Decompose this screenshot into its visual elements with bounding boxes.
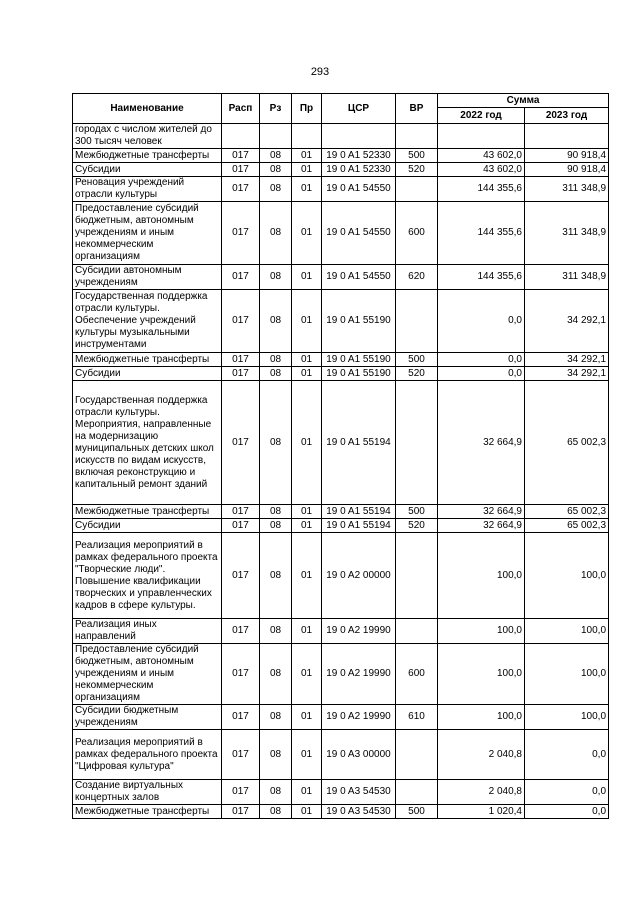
row-rz: 08 bbox=[260, 290, 292, 353]
row-csr: 19 0 A1 54550 bbox=[322, 265, 396, 290]
row-rz: 08 bbox=[260, 780, 292, 805]
row-vr: 500 bbox=[396, 149, 438, 163]
row-vr: 500 bbox=[396, 505, 438, 519]
row-csr: 19 0 A3 00000 bbox=[322, 730, 396, 780]
row-sum-2023: 34 292,1 bbox=[525, 290, 609, 353]
row-rasp: 017 bbox=[222, 705, 260, 730]
row-name: Субсидии bbox=[73, 367, 222, 381]
row-sum-2022: 0,0 bbox=[438, 290, 525, 353]
row-sum-2023: 34 292,1 bbox=[525, 353, 609, 367]
table-row bbox=[73, 367, 609, 381]
row-name: Субсидии bbox=[73, 519, 222, 533]
row-rasp: 017 bbox=[222, 290, 260, 353]
row-rz: 08 bbox=[260, 730, 292, 780]
table-row bbox=[73, 353, 609, 367]
row-csr: 19 0 A2 19990 bbox=[322, 619, 396, 644]
row-pr: 01 bbox=[292, 705, 322, 730]
row-pr: 01 bbox=[292, 353, 322, 367]
row-rz: 08 bbox=[260, 353, 292, 367]
row-rasp: 017 bbox=[222, 505, 260, 519]
row-sum-2023: 90 918,4 bbox=[525, 163, 609, 177]
row-vr: 520 bbox=[396, 519, 438, 533]
row-vr: 520 bbox=[396, 367, 438, 381]
header-vr: ВР bbox=[396, 94, 438, 124]
row-vr: 610 bbox=[396, 705, 438, 730]
row-name: Межбюджетные трансферты bbox=[73, 353, 222, 367]
row-pr: 01 bbox=[292, 290, 322, 353]
row-rasp: 017 bbox=[222, 367, 260, 381]
row-name: Реализация иных направлений bbox=[73, 619, 222, 644]
row-sum-2022: 100,0 bbox=[438, 619, 525, 644]
row-rasp bbox=[222, 124, 260, 149]
row-sum-2023: 65 002,3 bbox=[525, 381, 609, 505]
row-rasp: 017 bbox=[222, 381, 260, 505]
row-sum-2023: 311 348,9 bbox=[525, 177, 609, 202]
row-pr: 01 bbox=[292, 149, 322, 163]
page-number: 293 bbox=[310, 66, 330, 78]
row-rasp: 017 bbox=[222, 163, 260, 177]
row-sum-2023: 100,0 bbox=[525, 644, 609, 705]
row-pr: 01 bbox=[292, 505, 322, 519]
row-csr: 19 0 A3 54530 bbox=[322, 780, 396, 805]
row-rz: 08 bbox=[260, 177, 292, 202]
row-pr bbox=[292, 124, 322, 149]
row-rasp: 017 bbox=[222, 805, 260, 819]
row-vr bbox=[396, 533, 438, 619]
row-csr: 19 0 A1 52330 bbox=[322, 149, 396, 163]
row-name: Реновация учреждений отрасли культуры bbox=[73, 177, 222, 202]
row-sum-2022: 0,0 bbox=[438, 367, 525, 381]
row-rasp: 017 bbox=[222, 644, 260, 705]
table-row bbox=[73, 730, 609, 780]
table-row bbox=[73, 177, 609, 202]
table-row bbox=[73, 505, 609, 519]
table-row bbox=[73, 265, 609, 290]
row-sum-2022: 144 355,6 bbox=[438, 265, 525, 290]
row-pr: 01 bbox=[292, 367, 322, 381]
row-sum-2022: 100,0 bbox=[438, 644, 525, 705]
row-csr: 19 0 A2 00000 bbox=[322, 533, 396, 619]
row-rasp: 017 bbox=[222, 353, 260, 367]
row-name: Субсидии автономным учреждениям bbox=[73, 265, 222, 290]
row-sum-2022: 32 664,9 bbox=[438, 381, 525, 505]
row-sum-2023: 311 348,9 bbox=[525, 202, 609, 265]
header-csr: ЦСР bbox=[322, 94, 396, 124]
row-sum-2023 bbox=[525, 124, 609, 149]
row-vr: 600 bbox=[396, 202, 438, 265]
row-sum-2023: 100,0 bbox=[525, 705, 609, 730]
row-rz: 08 bbox=[260, 505, 292, 519]
row-sum-2023: 0,0 bbox=[525, 805, 609, 819]
row-sum-2023: 65 002,3 bbox=[525, 519, 609, 533]
table-row bbox=[73, 519, 609, 533]
row-csr: 19 0 A1 55194 bbox=[322, 381, 396, 505]
table-row bbox=[73, 290, 609, 353]
row-rz: 08 bbox=[260, 644, 292, 705]
row-rz: 08 bbox=[260, 619, 292, 644]
row-sum-2023: 65 002,3 bbox=[525, 505, 609, 519]
row-pr: 01 bbox=[292, 519, 322, 533]
row-vr bbox=[396, 780, 438, 805]
row-name: Субсидии bbox=[73, 163, 222, 177]
row-name: Реализация мероприятий в рамках федерального проекта "Творческие люди". Повышение квалификации творческих и управленческих кадров в сфере культуры. bbox=[73, 533, 222, 619]
row-rasp: 017 bbox=[222, 265, 260, 290]
table-row bbox=[73, 202, 609, 265]
row-vr bbox=[396, 124, 438, 149]
table-row bbox=[73, 644, 609, 705]
row-sum-2023: 90 918,4 bbox=[525, 149, 609, 163]
row-vr bbox=[396, 619, 438, 644]
table-row bbox=[73, 805, 609, 819]
row-rasp: 017 bbox=[222, 533, 260, 619]
row-pr: 01 bbox=[292, 381, 322, 505]
row-csr: 19 0 A1 54550 bbox=[322, 202, 396, 265]
row-name: городах с числом жителей до 300 тысяч человек bbox=[73, 124, 222, 149]
table-body bbox=[73, 124, 609, 819]
row-pr: 01 bbox=[292, 265, 322, 290]
row-sum-2022: 100,0 bbox=[438, 533, 525, 619]
row-pr: 01 bbox=[292, 780, 322, 805]
row-vr bbox=[396, 730, 438, 780]
row-pr: 01 bbox=[292, 619, 322, 644]
row-sum-2022: 144 355,6 bbox=[438, 202, 525, 265]
row-sum-2022: 144 355,6 bbox=[438, 177, 525, 202]
row-sum-2022: 0,0 bbox=[438, 353, 525, 367]
row-csr: 19 0 A1 55190 bbox=[322, 353, 396, 367]
row-name: Государственная поддержка отрасли культуры. Обеспечение учреждений культуры музыкальными инструментами bbox=[73, 290, 222, 353]
row-pr: 01 bbox=[292, 805, 322, 819]
header-2022: 2022 год bbox=[438, 108, 525, 124]
row-rz: 08 bbox=[260, 519, 292, 533]
header-rasp: Расп bbox=[222, 94, 260, 124]
row-rz: 08 bbox=[260, 381, 292, 505]
row-rz: 08 bbox=[260, 367, 292, 381]
table-row bbox=[73, 780, 609, 805]
header-rz: Рз bbox=[260, 94, 292, 124]
row-rasp: 017 bbox=[222, 619, 260, 644]
row-rasp: 017 bbox=[222, 780, 260, 805]
row-rz: 08 bbox=[260, 805, 292, 819]
row-vr bbox=[396, 177, 438, 202]
row-csr bbox=[322, 124, 396, 149]
row-rz: 08 bbox=[260, 202, 292, 265]
table-row bbox=[73, 124, 609, 149]
row-name: Создание виртуальных концертных залов bbox=[73, 780, 222, 805]
row-name: Предоставление субсидий бюджетным, автономным учреждениям и иным некоммерческим организациям bbox=[73, 202, 222, 265]
table-row bbox=[73, 619, 609, 644]
row-rasp: 017 bbox=[222, 519, 260, 533]
row-sum-2023: 100,0 bbox=[525, 619, 609, 644]
row-csr: 19 0 A1 54550 bbox=[322, 177, 396, 202]
row-rz: 08 bbox=[260, 705, 292, 730]
header-pr: Пр bbox=[292, 94, 322, 124]
row-rasp: 017 bbox=[222, 149, 260, 163]
table-row bbox=[73, 381, 609, 505]
row-vr: 500 bbox=[396, 805, 438, 819]
row-sum-2022: 32 664,9 bbox=[438, 519, 525, 533]
row-name: Государственная поддержка отрасли культуры. Мероприятия, направленные на модернизацию муниципальных детских школ искусств по видам искусств, включая реконструкцию и капитальный ремонт зданий bbox=[73, 381, 222, 505]
budget-table bbox=[72, 93, 609, 819]
row-sum-2022 bbox=[438, 124, 525, 149]
row-rz: 08 bbox=[260, 533, 292, 619]
header-sum: Сумма bbox=[438, 94, 609, 108]
row-sum-2022: 32 664,9 bbox=[438, 505, 525, 519]
row-rz: 08 bbox=[260, 265, 292, 290]
row-sum-2023: 100,0 bbox=[525, 533, 609, 619]
row-pr: 01 bbox=[292, 644, 322, 705]
row-rz: 08 bbox=[260, 149, 292, 163]
row-sum-2023: 0,0 bbox=[525, 730, 609, 780]
row-sum-2022: 100,0 bbox=[438, 705, 525, 730]
row-name: Межбюджетные трансферты bbox=[73, 149, 222, 163]
row-csr: 19 0 A1 55190 bbox=[322, 367, 396, 381]
row-vr bbox=[396, 290, 438, 353]
row-vr: 500 bbox=[396, 353, 438, 367]
row-vr: 520 bbox=[396, 163, 438, 177]
row-csr: 19 0 A2 19990 bbox=[322, 644, 396, 705]
header-name: Наименование bbox=[73, 94, 222, 124]
table-row bbox=[73, 163, 609, 177]
row-csr: 19 0 A2 19990 bbox=[322, 705, 396, 730]
row-name: Межбюджетные трансферты bbox=[73, 505, 222, 519]
row-csr: 19 0 A1 52330 bbox=[322, 163, 396, 177]
row-vr: 620 bbox=[396, 265, 438, 290]
row-csr: 19 0 A1 55190 bbox=[322, 290, 396, 353]
row-rasp: 017 bbox=[222, 202, 260, 265]
row-sum-2022: 1 020,4 bbox=[438, 805, 525, 819]
row-rasp: 017 bbox=[222, 177, 260, 202]
row-pr: 01 bbox=[292, 533, 322, 619]
row-sum-2023: 0,0 bbox=[525, 780, 609, 805]
row-rz bbox=[260, 124, 292, 149]
row-sum-2022: 2 040,8 bbox=[438, 730, 525, 780]
row-rz: 08 bbox=[260, 163, 292, 177]
row-sum-2023: 34 292,1 bbox=[525, 367, 609, 381]
table-row bbox=[73, 533, 609, 619]
row-csr: 19 0 A1 55194 bbox=[322, 505, 396, 519]
row-name: Реализация мероприятий в рамках федерального проекта "Цифровая культура" bbox=[73, 730, 222, 780]
row-sum-2022: 43 602,0 bbox=[438, 163, 525, 177]
header-2023: 2023 год bbox=[525, 108, 609, 124]
row-pr: 01 bbox=[292, 163, 322, 177]
row-sum-2022: 2 040,8 bbox=[438, 780, 525, 805]
row-name: Межбюджетные трансферты bbox=[73, 805, 222, 819]
row-name: Предоставление субсидий бюджетным, автономным учреждениям и иным некоммерческим организациям bbox=[73, 644, 222, 705]
row-vr bbox=[396, 381, 438, 505]
row-csr: 19 0 A1 55194 bbox=[322, 519, 396, 533]
row-name: Субсидии бюджетным учреждениям bbox=[73, 705, 222, 730]
row-sum-2022: 43 602,0 bbox=[438, 149, 525, 163]
row-pr: 01 bbox=[292, 177, 322, 202]
row-pr: 01 bbox=[292, 202, 322, 265]
table-row bbox=[73, 149, 609, 163]
table-row bbox=[73, 705, 609, 730]
row-csr: 19 0 A3 54530 bbox=[322, 805, 396, 819]
row-vr: 600 bbox=[396, 644, 438, 705]
row-pr: 01 bbox=[292, 730, 322, 780]
row-rasp: 017 bbox=[222, 730, 260, 780]
row-sum-2023: 311 348,9 bbox=[525, 265, 609, 290]
